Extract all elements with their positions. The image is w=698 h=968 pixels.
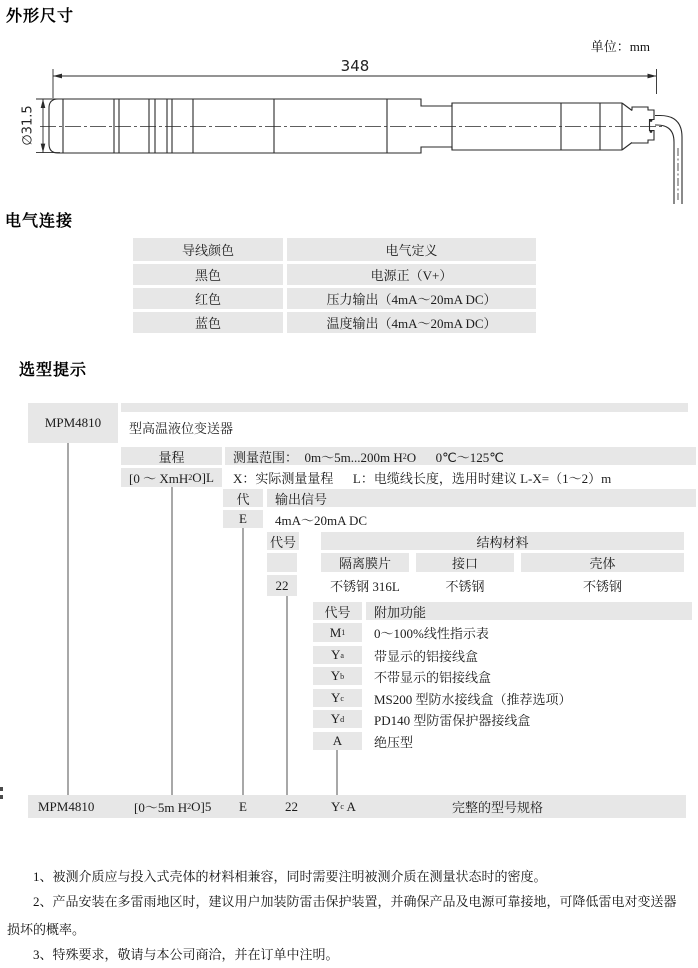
material-header-cell: 结构材料	[321, 532, 684, 550]
material-value-cell: 不锈钢 316L	[321, 575, 409, 596]
example-output: E	[239, 798, 247, 814]
output-desc-cell: 4mA～20mA DC	[267, 510, 696, 528]
addon-desc-cell: PD140 型防雷保护器接线盒	[366, 710, 692, 728]
addon-desc-cell: 绝压型	[366, 732, 692, 750]
material-col-header: 隔离膜片	[321, 553, 409, 572]
note-line: 2、产品安装在多雷雨地区时，建议用户加装防雷击保护装置，并确保产品及电源可靠接地，可降低雷电对变送器	[33, 894, 677, 909]
connector-line-material	[286, 596, 288, 795]
terminal-dot	[650, 130, 653, 133]
wire-definition: 电源正（V+）	[287, 264, 536, 285]
material-col-header: 接口	[416, 553, 514, 572]
example-row-band	[28, 795, 686, 818]
output-header-cell: 输出信号	[267, 489, 696, 507]
material-empty-cell	[267, 553, 297, 572]
addon-code-cell: Y c	[313, 689, 362, 707]
addon-desc-cell: 0～100%线性指示表	[366, 623, 692, 642]
addon-header-code-cell: 代号	[313, 602, 362, 620]
example-addon: Y c A	[331, 798, 356, 814]
material-value-cell: 不锈钢	[416, 575, 514, 596]
section-title-wiring: 电气连接	[5, 213, 74, 230]
range-code-desc-cell: X：实际测量量程 L：电缆线长度，选用时建议 L-X=（1～2）m	[225, 468, 696, 487]
addon-code-cell: M 1	[313, 623, 362, 642]
example-range: [0～5m H 2 O]5	[134, 798, 212, 815]
arrowhead-up	[41, 99, 46, 108]
addon-code-cell: A	[313, 732, 362, 750]
scan-artifact	[0, 787, 3, 791]
terminal-dot	[650, 119, 653, 122]
probe-left-cap	[49, 99, 63, 153]
output-code-cell: E	[223, 510, 263, 528]
addon-code-cell: Y d	[313, 710, 362, 728]
range-code-cell: [0 ～ XmH 2 O]L	[121, 468, 222, 487]
wire-definition: 压力输出（4mA～20mA DC）	[287, 288, 536, 309]
wire-color: 黑色	[133, 264, 283, 285]
example-label: 完整的型号规格	[452, 800, 544, 815]
addon-desc-cell: MS200 型防水接线盒（推荐选项）	[366, 689, 692, 707]
range-header-cell: 量程	[121, 447, 222, 465]
wiring-col-header: 导线颜色	[133, 238, 283, 261]
connector-line-addon	[336, 750, 338, 795]
arrowhead-left	[53, 74, 62, 79]
range-desc-cell: 测量范围： 0m～5m...200m H 2 O 0℃～125℃	[225, 447, 696, 465]
table-top-strip	[121, 403, 688, 412]
length-dimension-label: 348	[340, 57, 370, 75]
connector-line-range	[171, 487, 173, 795]
addon-code-cell: Y a	[313, 646, 362, 664]
cable-connector	[632, 107, 654, 143]
note-line: 1、被测介质应与投入式壳体的材料相兼容，同时需要注明被测介质在测量状态时的密度。	[33, 869, 547, 884]
scan-artifact	[0, 795, 3, 799]
model-code-cell: MPM4810	[28, 403, 118, 443]
outline-drawing	[0, 0, 698, 212]
wire-definition: 温度输出（4mA～20mA DC）	[287, 312, 536, 333]
wire-color: 蓝色	[133, 312, 283, 333]
material-col-header: 壳体	[521, 553, 684, 572]
material-value-cell: 不锈钢	[521, 575, 684, 596]
wire-color: 红色	[133, 288, 283, 309]
note-line: 3、特殊要求，敬请与本公司商洽，并在订单中注明。	[33, 947, 339, 962]
example-material: 22	[285, 798, 298, 814]
wiring-col-header: 电气定义	[287, 238, 536, 261]
example-model: MPM4810	[38, 798, 95, 814]
material-code-cell: 22	[267, 575, 297, 596]
probe-body-outline	[63, 99, 622, 153]
addon-desc-cell: 带显示的铝接线盒	[366, 646, 692, 664]
output-header-code-cell: 代	[223, 489, 263, 507]
addon-desc-cell: 不带显示的铝接线盒	[366, 667, 692, 685]
diameter-dimension-label: ∅31.5	[20, 105, 36, 146]
arrowhead-down	[41, 144, 46, 153]
model-desc-cell: 型高温液位变送器	[121, 412, 696, 443]
note-line: 损坏的概率。	[7, 922, 86, 937]
addon-code-cell: Y b	[313, 667, 362, 685]
unit-label: 单位：mm	[590, 39, 650, 54]
connector-line-output	[242, 528, 244, 795]
connector-line-model	[67, 443, 69, 795]
section-title-selection: 选型提示	[19, 362, 88, 379]
section-title-dimensions: 外形尺寸	[6, 8, 75, 25]
arrowhead-right	[648, 74, 657, 79]
addon-header-cell: 附加功能	[366, 602, 692, 620]
material-header-code-cell: 代号	[267, 532, 299, 550]
